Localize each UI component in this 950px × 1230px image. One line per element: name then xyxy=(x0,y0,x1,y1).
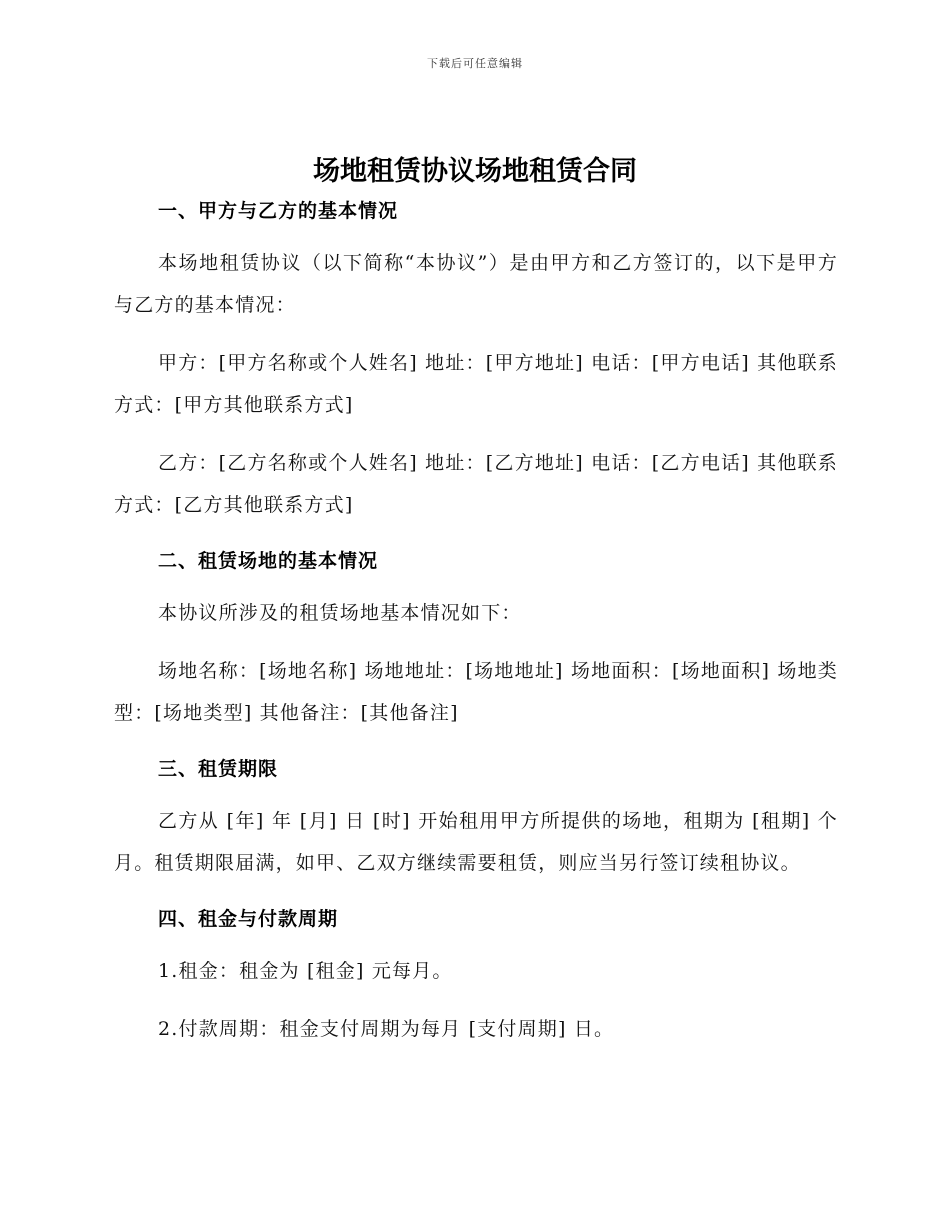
section-1 xyxy=(114,196,838,526)
section-3 xyxy=(114,754,838,884)
section-paragraph: 乙方：[乙方名称或个人姓名] 地址：[乙方地址] 电话：[乙方电话] 其他联系方式：[乙方其他联系方式] xyxy=(114,452,838,516)
section-paragraph: 本场地租赁协议（以下简称“本协议”）是由甲方和乙方签订的，以下是甲方与乙方的基本情况： xyxy=(114,252,838,316)
section-paragraph: 乙方从 [年] 年 [月] 日 [时] 开始租用甲方所提供的场地，租期为 [租期] 个月。租赁期限届满，如甲、乙双方继续需要租赁，则应当另行签订续租协议。 xyxy=(114,810,838,874)
section-2 xyxy=(114,546,838,734)
section-paragraph: 2.付款周期：租金支付周期为每月 [支付周期] 日。 xyxy=(158,1018,615,1040)
section-heading: 二、租赁场地的基本情况 xyxy=(158,550,379,572)
section-paragraph: 本协议所涉及的租赁场地基本情况如下： xyxy=(158,602,522,624)
section-heading: 四、租金与付款周期 xyxy=(158,908,339,930)
section-heading: 一、甲方与乙方的基本情况 xyxy=(158,200,399,222)
document-body xyxy=(114,196,838,1050)
section-4 xyxy=(114,904,838,1050)
section-paragraph: 场地名称：[场地名称] 场地地址：[场地地址] 场地面积：[场地面积] 场地类型：[场地类型] 其他备注：[其他备注] xyxy=(114,660,838,724)
section-heading: 三、租赁期限 xyxy=(158,758,279,780)
header-note: 下载后可任意编辑 xyxy=(427,57,523,70)
section-paragraph: 甲方：[甲方名称或个人姓名] 地址：[甲方地址] 电话：[甲方电话] 其他联系方式：[甲方其他联系方式] xyxy=(114,352,838,416)
document-title: 场地租赁协议场地租赁合同 xyxy=(313,156,637,187)
section-paragraph: 1.租金：租金为 [租金] 元每月。 xyxy=(158,960,453,982)
